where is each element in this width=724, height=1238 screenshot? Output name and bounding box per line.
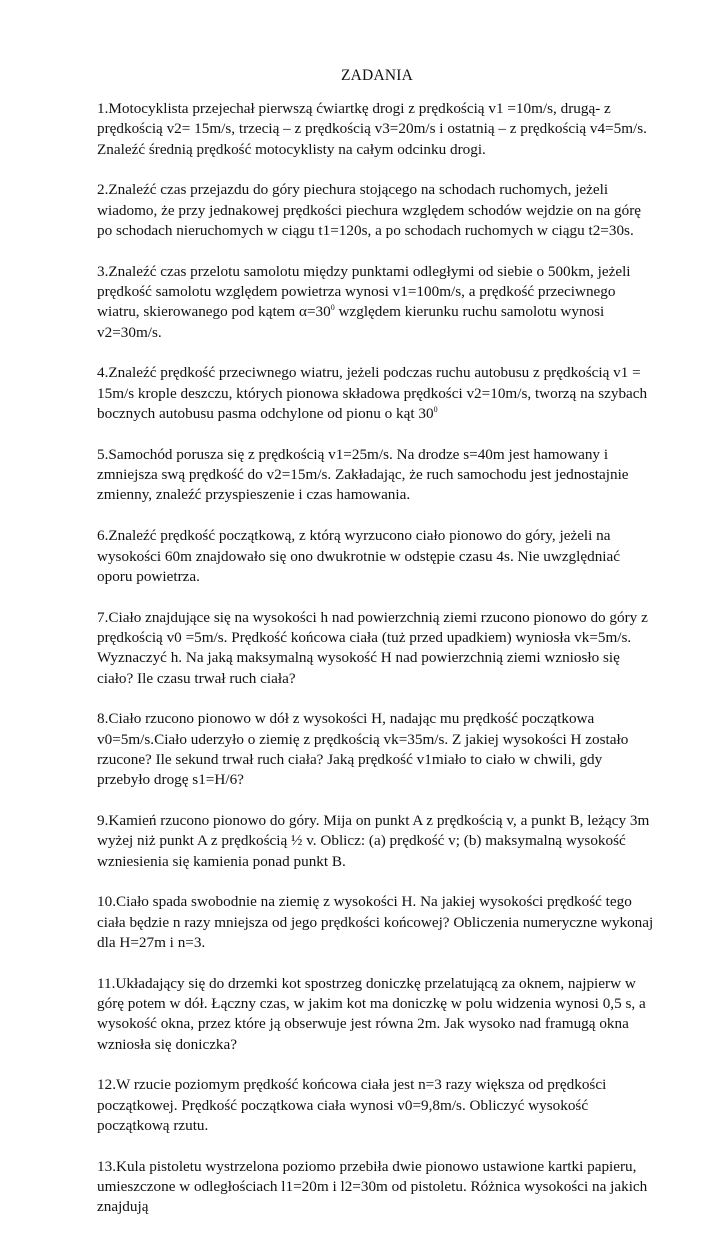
task-text: 7.Ciało znajdujące się na wysokości h nad powierzchnią ziemi rzucono pionowo do góry z prędkością v0 =5m/s. Prędkość końcowa ciała (tuż przed upadkiem) wyniosła vk=5m/s. Wyznaczyć h. Na jaką maksymalną wysokość H nad powierzchnią ziemi wzniosło się ciało? Ile czasu trwał ruch ciała? (97, 608, 648, 687)
document-page (97, 65, 657, 1238)
task-2 (97, 180, 657, 241)
task-text-part: 3.Znaleźć czas przelotu samolotu między punktami odległymi od siebie o 500km, jeżeli prędkość samolotu względem powietrza wynosi v1=100m/s, a prędkość przeciwnego wiatru, skierowanego pod kątem α=30 (97, 262, 631, 321)
task-text: 1.Motocyklista przejechał pierwszą ćwiartkę drogi z prędkością v1 =10m/s, drugą- z prędkością v2= 15m/s, trzecią – z prędkością v3=20m/s i ostatnią – z prędkością v4=5m/s. Znaleźć średnią prędkość motocyklisty na całym odcinku drogi. (97, 100, 647, 158)
task-8 (97, 709, 657, 790)
task-text: 9.Kamień rzucono pionowo do góry. Mija on punkt A z prędkością v, a punkt B, leżący 3m wyżej niż punkt A z prędkością ½ v. Oblicz: (a) prędkość v; (b) maksymalną wysokość wzniesienia się kamienia ponad punkt B. (97, 812, 650, 870)
task-text: 11.Układający się do drzemki kot spostrzeg doniczkę przelatującą za oknem, najpierw w górę potem w dół. Łączny czas, w jakim kot ma doniczkę w polu widzenia wynosi 0,5 s, a wysokość okna, przez które ją obserwuje jest równa 2m. Jak wysoko nad framugą okna wzniosła się doniczka? (97, 974, 646, 1053)
task-text: 10.Ciało spada swobodnie na ziemię z wysokości H. Na jakiej wysokości prędkość tego ciała będzie n razy mniejsza od jego prędkości końcowej? Obliczenia numeryczne wykonaj dla H=27m i n=3. (97, 893, 654, 951)
task-7 (97, 608, 657, 689)
task-10 (97, 892, 657, 953)
task-text-part: względem kierunku ruchu samolotu wynosi v2=30m/s. (97, 303, 605, 341)
task-1 (97, 99, 657, 160)
task-4 (97, 363, 657, 424)
task-text: 2.Znaleźć czas przejazdu do góry piechura stojącego na schodach ruchomych, jeżeli wiadomo, że przy jednakowej prędkości piechura względem schodów wejdzie on na górę po schodach nieruchomych w ciągu t1=120s, a po schodach ruchomych w ciągu t2=30s. (97, 181, 642, 239)
task-5 (97, 445, 657, 506)
degree-superscript: 0 (330, 303, 335, 313)
task-13 (97, 1157, 657, 1218)
task-3 (97, 262, 657, 343)
task-6 (97, 526, 657, 587)
task-text (97, 363, 657, 424)
task-text: 5.Samochód porusza się z prędkością v1=25m/s. Na drodze s=40m jest hamowany i zmniejsza swą prędkość do v2=15m/s. Zakładając, że ruch samochodu jest jednostajnie zmienny, znaleźć przyspieszenie i czas hamowania. (97, 445, 629, 504)
task-11 (97, 974, 657, 1055)
task-text-part: 4.Znaleźć prędkość przeciwnego wiatru, jeżeli podczas ruchu autobusu z prędkością v1 = 15m/s krople deszczu, których pionowa składowa prędkości v2=10m/s, tworzą na szybach bocznych autobusu pasma odchylone od pionu o kąt 30 (97, 364, 648, 423)
task-text: 8.Ciało rzucono pionowo w dół z wysokości H, nadając mu prędkość początkowa v0=5m/s.Ciało uderzyło o ziemię z prędkością vk=35m/s. Z jakiej wysokości H zostało rzucone? Ile sekund trwał ruch ciała? Jaką prędkość v1miało to ciało w chwili, gdy przebyło drogę s1=H/6? (97, 710, 629, 789)
task-12 (97, 1075, 657, 1136)
task-9 (97, 811, 657, 872)
task-text (97, 262, 657, 343)
page-title: ZADANIA (341, 67, 413, 84)
task-text: 12.W rzucie poziomym prędkość końcowa ciała jest n=3 razy większa od prędkości początkowej. Prędkość początkowa ciała wynosi v0=9,8m/s. Obliczyć wysokość początkową rzutu. (97, 1076, 607, 1135)
task-text: 13.Kula pistoletu wystrzelona poziomo przebiła dwie pionowo ustawione kartki papieru, umieszczone w odległościach l1=20m i l2=30m od pistoletu. Różnica wysokości na jakich znajdują (97, 1157, 648, 1216)
degree-superscript: 0 (433, 405, 438, 415)
task-text: 6.Znaleźć prędkość początkową, z którą wyrzucono ciało pionowo do góry, jeżeli na wysokości 60m znajdowało się ono dwukrotnie w odstępie czasu 4s. Nie uwzględniać oporu powietrza. (97, 527, 621, 585)
